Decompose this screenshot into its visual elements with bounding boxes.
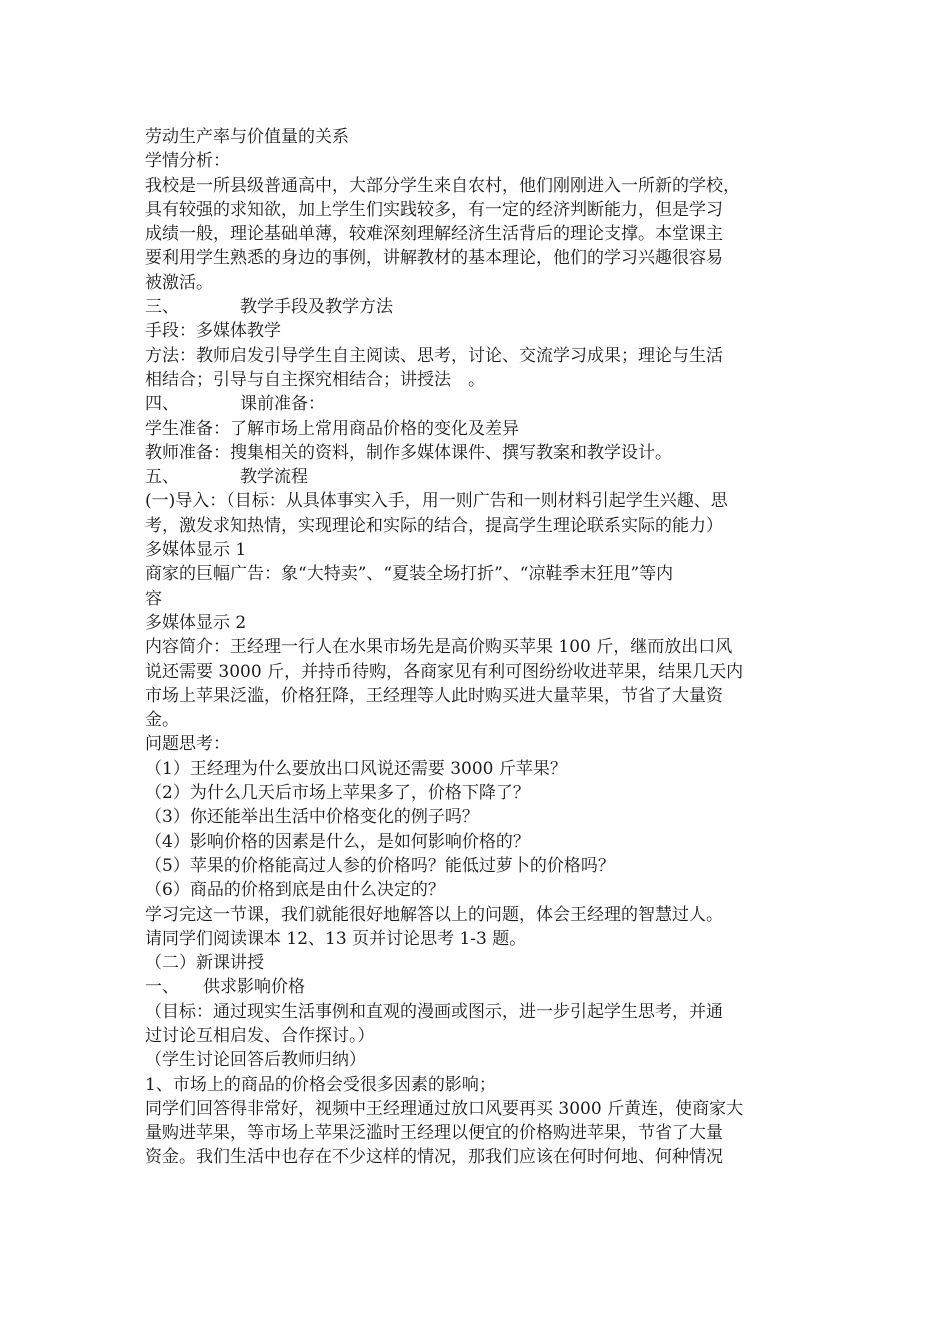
paragraph-line: （目标：通过现实生活事例和直观的漫画或图示，进一步引起学生思考，并通: [145, 1001, 723, 1022]
paragraph-line: 1、市场上的商品的价格会受很多因素的影响；: [145, 1074, 496, 1095]
paragraph-line: 内容简介：王经理一行人在水果市场先是高价购买苹果 100 斤，继而放出口风: [145, 637, 733, 658]
paragraph-line: 量购进苹果，等市场上苹果泛滥时王经理以便宜的价格购进苹果，节省了大量: [145, 1123, 723, 1144]
paragraph-line: (一)导入：（目标：从具体事实入手，用一则广告和一则材料引起学生兴趣、思: [145, 491, 728, 512]
section-title: 供求影响价格: [203, 977, 305, 998]
paragraph-line: 容: [145, 588, 162, 609]
paragraph-line: 具有较强的求知欲，加上学生们实践较多，有一定的经济判断能力，但是学习: [145, 199, 723, 220]
paragraph-line: 同学们回答得非常好，视频中王经理通过放口风要再买 3000 斤黄连，使商家大: [145, 1098, 744, 1119]
paragraph-line: 相结合；引导与自主探究相结合；讲授法 。: [145, 369, 485, 390]
question-item: （4）影响价格的因素是什么，是如何影响价格的？: [145, 831, 530, 852]
paragraph-line: 学习完这一节课，我们就能很好地解答以上的问题，体会王经理的智慧过人。: [145, 904, 723, 925]
document-title: 劳动生产率与价值量的关系: [145, 127, 349, 147]
section-heading: [145, 392, 813, 416]
question-item: （2）为什么几天后市场上苹果多了，价格下降了？: [145, 783, 530, 804]
section-title: 课前准备：: [240, 394, 325, 415]
section-number: 五、: [145, 467, 179, 488]
section-number: 一、: [145, 977, 179, 998]
paragraph-line: 手段：多媒体教学: [145, 321, 281, 342]
paragraph-line: （二）新课讲授: [145, 953, 264, 974]
paragraph-line: 市场上苹果泛滥，价格狂降，王经理等人此时购买进大量苹果，节省了大量资: [145, 685, 723, 706]
paragraph-line: 过讨论互相启发、合作探讨。）: [145, 1025, 375, 1046]
paragraph-line: 我校是一所县级普通高中，大部分学生来自农村，他们刚刚进入一所新的学校，: [145, 175, 740, 196]
paragraph-line: 说还需要 3000 斤，并持币待购，各商家见有利可图纷纷收进苹果，结果几天内: [145, 661, 744, 682]
paragraph-line: 多媒体显示 1: [145, 540, 247, 561]
document-body: [145, 125, 813, 1170]
paragraph-line: 多媒体显示 2: [145, 612, 247, 633]
section-heading: [145, 975, 813, 999]
question-item: （5）苹果的价格能高过人参的价格吗？能低过萝卜的价格吗？: [145, 855, 615, 876]
paragraph-line: 方法：教师启发引导学生自主阅读、思考，讨论、交流学习成果；理论与生活: [145, 345, 723, 366]
section-number: 四、: [145, 394, 179, 415]
section-number: 三、: [145, 297, 179, 318]
question-item: （1）王经理为什么要放出口风说还需要 3000 斤苹果？: [145, 758, 567, 779]
paragraph-line: 教师准备：搜集相关的资料，制作多媒体课件、撰写教案和教学设计。: [145, 442, 672, 463]
section-label: 学情分析：: [145, 151, 230, 172]
question-item: （3）你还能举出生活中价格变化的例子吗？: [145, 807, 479, 828]
paragraph-line: 商家的巨幅广告：象“大特卖”、“夏装全场打折”、“凉鞋季末狂甩”等内: [145, 564, 674, 585]
paragraph-line: 学生准备：了解市场上常用商品价格的变化及差异: [145, 418, 519, 439]
section-heading: [145, 465, 813, 489]
paragraph-line: 问题思考：: [145, 734, 230, 755]
paragraph-line: 成绩一般，理论基础单薄，较难深刻理解经济生活背后的理论支撑。本堂课主: [145, 224, 723, 245]
section-title: 教学流程: [240, 467, 308, 488]
paragraph-line: 考，激发求知热情，实现理论和实际的结合，提高学生理论联系实际的能力）: [145, 515, 723, 536]
paragraph-line: 请同学们阅读课本 12、13 页并讨论思考 1-3 题。: [145, 928, 527, 949]
paragraph-line: 资金。我们生活中也存在不少这样的情况，那我们应该在何时何地、何种情况: [145, 1147, 723, 1168]
paragraph-line: 要利用学生熟悉的身边的事例，讲解教材的基本理论，他们的学习兴趣很容易: [145, 248, 723, 269]
section-heading: [145, 295, 813, 319]
paragraph-line: （学生讨论回答后教师归纳）: [145, 1050, 366, 1071]
paragraph-line: 金。: [145, 710, 179, 731]
paragraph-line: 被激活。: [145, 272, 213, 293]
question-item: （6）商品的价格到底是由什么决定的？: [145, 880, 445, 901]
section-title: 教学手段及教学方法: [240, 297, 393, 318]
